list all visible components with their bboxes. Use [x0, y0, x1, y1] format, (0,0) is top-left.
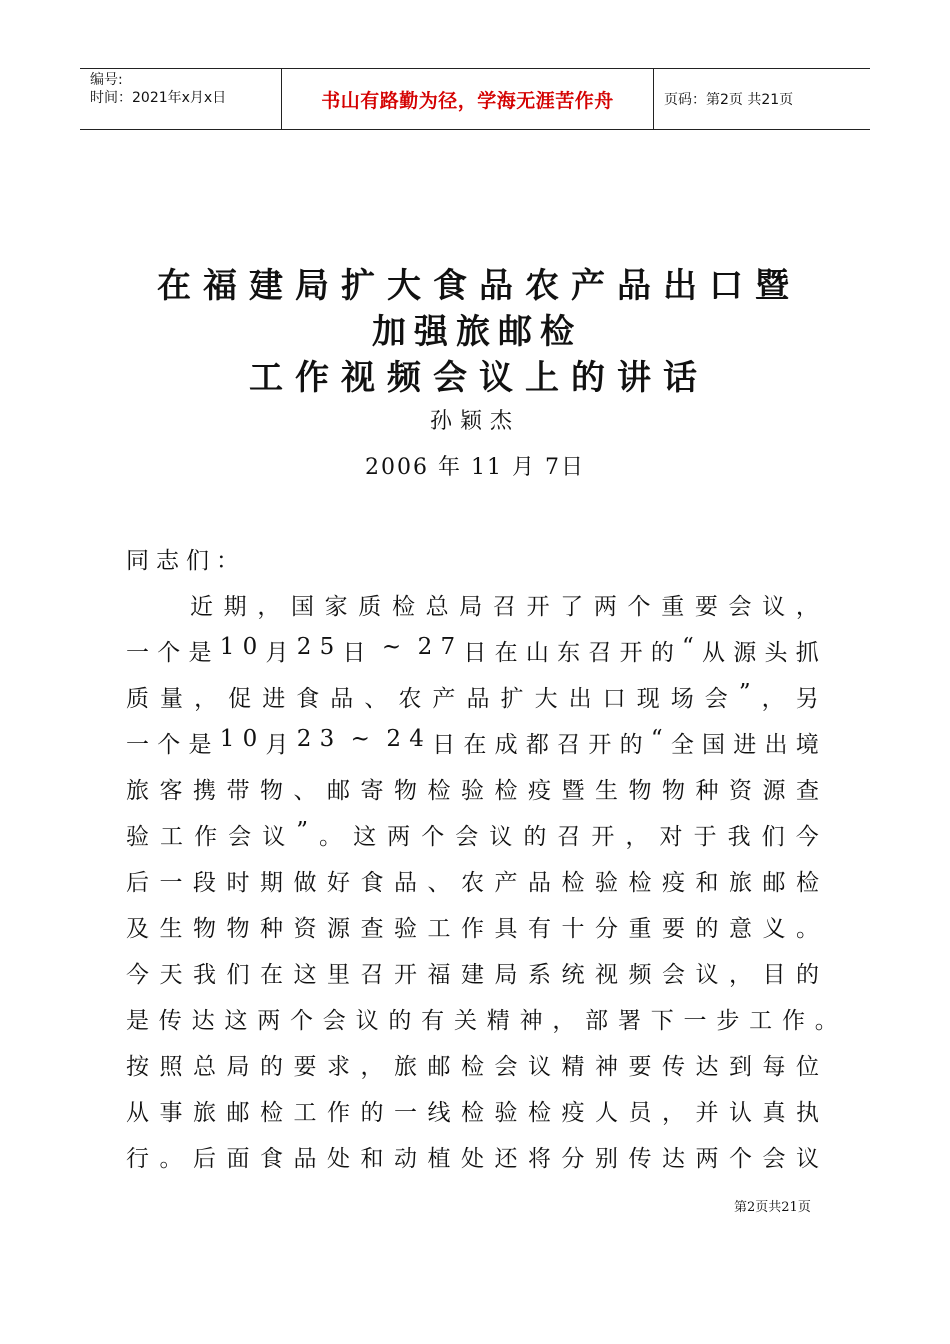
body-line: 是 传 达 这 两 个 会 议 的 有 关 精 神 ， 部 署 下 一 步 工 作 。 — [126, 1008, 838, 1034]
body-line: 一 个 是 1 0 月 2 3 ~ 2 4 日 在 成 都 召 开 的 “ 全 国 进 出 境 — [126, 726, 819, 758]
title-line-3: 工作视频会议上的讲话 — [249, 358, 709, 398]
body-line: 近 期 ， 国 家 质 检 总 局 召 开 了 两 个 重 要 会 议 ， — [190, 594, 819, 620]
body-line: 验 工 作 会 议 ” 。 这 两 个 会 议 的 召 开 ， 对 于 我 们 今 — [126, 818, 819, 850]
body-line: 今 天 我 们 在 这 里 召 开 福 建 局 系 统 视 频 会 议 ， 目 的 — [126, 962, 819, 988]
number-label: 编号: — [90, 72, 123, 88]
body-line: 旅 客 携 带 物 、 邮 寄 物 检 验 检 疫 暨 生 物 物 种 资 源 查 — [126, 778, 819, 804]
time-label: 时间：2021年x月x日 — [90, 90, 227, 106]
title-line-1: 在福建局扩大食品农产品出口暨 — [157, 266, 801, 306]
title-line-2: 加强旅邮检 — [372, 312, 582, 352]
body-line: 及 生 物 物 种 资 源 查 验 工 作 具 有 十 分 重 要 的 意 义 。 — [126, 916, 819, 942]
speech-date: 2006 年 11 月 7日 — [365, 455, 585, 480]
body-line: 按 照 总 局 的 要 求 ， 旅 邮 检 会 议 精 神 要 传 达 到 每 位 — [126, 1054, 819, 1080]
header-meta — [80, 69, 281, 129]
body-line: 质 量 ， 促 进 食 品 、 农 产 品 扩 大 出 口 现 场 会 ” ， 另 — [126, 680, 819, 712]
page-footer: 第2页共21页 — [734, 1200, 811, 1215]
page-header — [80, 68, 870, 130]
body-line: 行 。 后 面 食 品 处 和 动 植 处 还 将 分 别 传 达 两 个 会 议 — [126, 1146, 819, 1172]
body-line: 一 个 是 1 0 月 2 5 日 ~ 2 7 日 在 山 东 召 开 的 “ 从 源 头 抓 — [126, 634, 819, 666]
author: 孙颖杰 — [429, 409, 520, 434]
body-line: 后 一 段 时 期 做 好 食 品 、 农 产 品 检 验 检 疫 和 旅 邮 检 — [126, 870, 819, 896]
header-motto: 书山有路勤为径，学海无涯苦作舟 — [321, 89, 614, 112]
header-motto-cell — [281, 69, 654, 129]
body-line: 从 事 旅 邮 检 工 作 的 一 线 检 验 检 疫 人 员 ， 并 认 真 执 — [126, 1100, 819, 1126]
header-page-info: 页码：第2页 共21页 — [664, 92, 794, 108]
greeting: 同志们： — [126, 548, 246, 574]
